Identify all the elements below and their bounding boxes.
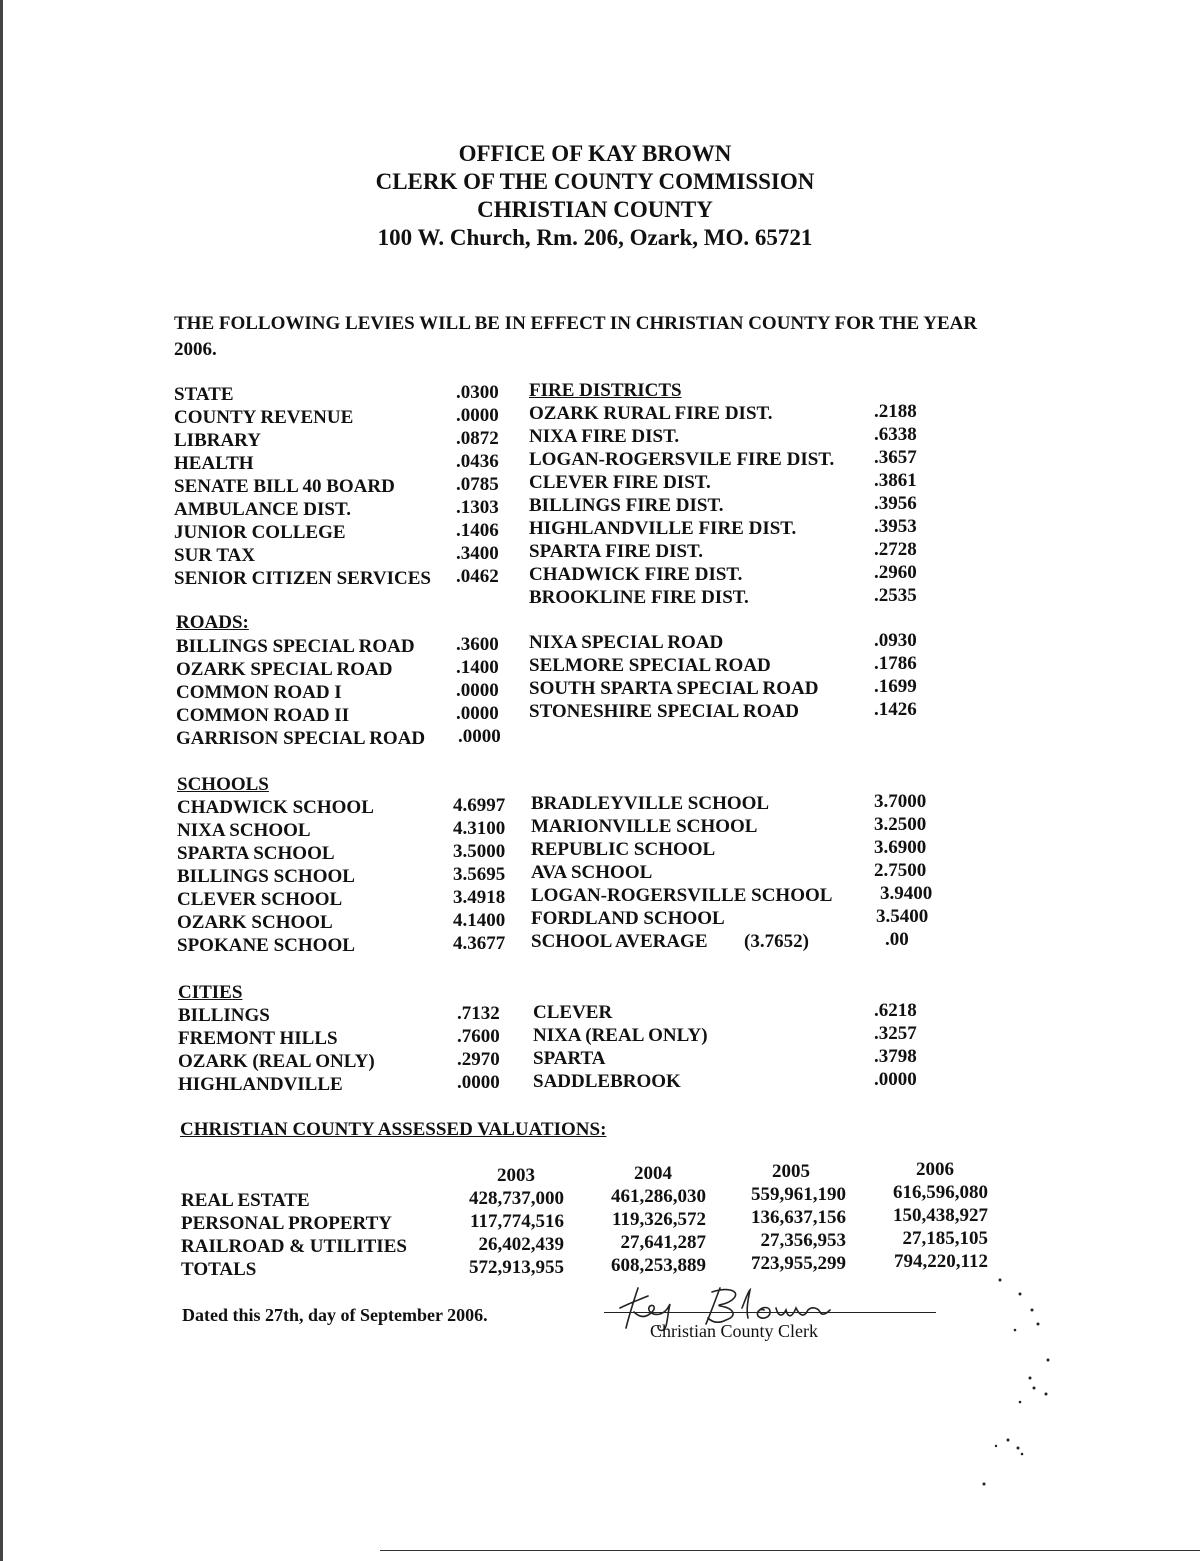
school-rate: 4.3677 <box>453 933 506 954</box>
city-rate: .7132 <box>457 1003 500 1024</box>
city-rate: .3798 <box>874 1046 917 1067</box>
city-rate: .7600 <box>457 1026 500 1047</box>
city-rate: .6218 <box>874 1000 917 1021</box>
fire-district-rate: .6338 <box>874 424 917 445</box>
letterhead-line-county: CHRISTIAN COUNTY <box>477 197 713 222</box>
levy-rate: .0000 <box>456 405 499 426</box>
city-name: BILLINGS <box>178 1005 270 1026</box>
levy-name: JUNIOR COLLEGE <box>174 522 346 543</box>
road-rate: .1786 <box>874 653 917 674</box>
letterhead <box>0 140 1200 252</box>
fire-district-name: CHADWICK FIRE DIST. <box>529 564 743 585</box>
city-name: HIGHLANDVILLE <box>178 1074 343 1095</box>
fire-districts-heading: FIRE DISTRICTS <box>529 380 682 401</box>
school-name: CHADWICK SCHOOL <box>177 797 374 818</box>
levy-rate: .0872 <box>456 428 499 449</box>
school-name: SPOKANE SCHOOL <box>177 935 355 956</box>
fire-district-name: CLEVER FIRE DIST. <box>529 472 711 493</box>
road-rate: .0000 <box>456 703 499 724</box>
fire-district-rate: .3861 <box>874 470 917 491</box>
road-rate: .0000 <box>456 680 499 701</box>
valuation-cell: 26,402,439 <box>478 1234 564 1255</box>
levy-name: AMBULANCE DIST. <box>174 499 352 520</box>
city-name: FREMONT HILLS <box>178 1028 338 1049</box>
valuation-cell: 428,737,000 <box>469 1188 564 1209</box>
cities-heading: CITIES <box>178 982 243 1003</box>
road-name: OZARK SPECIAL ROAD <box>176 659 393 680</box>
school-average-label: SCHOOL AVERAGE <box>531 931 708 952</box>
schools-heading: SCHOOLS <box>177 774 269 795</box>
school-name: NIXA SCHOOL <box>177 820 311 841</box>
road-rate: .1699 <box>874 676 917 697</box>
school-rate: 4.1400 <box>453 910 506 931</box>
fire-district-name: BILLINGS FIRE DIST. <box>529 495 724 516</box>
city-name: CLEVER <box>533 1002 613 1023</box>
valuation-cell: 616,596,080 <box>893 1182 988 1203</box>
road-name: SELMORE SPECIAL ROAD <box>529 655 771 676</box>
dated-line: Dated this 27th, day of September 2006. <box>182 1305 488 1325</box>
school-rate: 3.7000 <box>874 791 927 812</box>
letterhead-line-address: 100 W. Church, Rm. 206, Ozark, MO. 65721 <box>377 225 813 250</box>
city-rate: .0000 <box>874 1069 917 1090</box>
fire-district-rate: .2728 <box>874 539 917 560</box>
levy-rate: .1406 <box>456 520 499 541</box>
bottom-rule <box>380 1550 1200 1551</box>
school-name: OZARK SCHOOL <box>177 912 333 933</box>
school-rate: 3.5695 <box>453 864 506 885</box>
signature-caption: Christian County Clerk <box>650 1321 818 1341</box>
road-name: BILLINGS SPECIAL ROAD <box>176 636 415 657</box>
road-rate: .0930 <box>874 630 917 651</box>
road-name: STONESHIRE SPECIAL ROAD <box>529 701 799 722</box>
school-rate: 3.2500 <box>874 814 927 835</box>
city-name: NIXA (REAL ONLY) <box>533 1025 708 1046</box>
levy-rate: .0300 <box>456 382 499 403</box>
valuation-year: 2006 <box>916 1159 954 1180</box>
valuation-cell: 27,641,287 <box>620 1232 706 1253</box>
fire-district-rate: .3956 <box>874 493 917 514</box>
city-rate: .2970 <box>457 1049 500 1070</box>
valuation-cell: 27,185,105 <box>902 1228 988 1249</box>
school-name: FORDLAND SCHOOL <box>531 908 725 929</box>
levy-name: HEALTH <box>174 453 254 474</box>
city-rate: .0000 <box>457 1072 500 1093</box>
city-name: SADDLEBROOK <box>533 1071 681 1092</box>
levy-rate: .3400 <box>456 543 499 564</box>
school-rate: 3.4918 <box>453 887 506 908</box>
school-name: CLEVER SCHOOL <box>177 889 343 910</box>
road-name: NIXA SPECIAL ROAD <box>529 632 724 653</box>
city-rate: .3257 <box>874 1023 917 1044</box>
letterhead-line-clerk: CLERK OF THE COUNTY COMMISSION <box>375 169 815 194</box>
road-rate: .1400 <box>456 657 499 678</box>
fire-district-name: SPARTA FIRE DIST. <box>529 541 704 562</box>
fire-district-rate: .3657 <box>874 447 917 468</box>
city-name: OZARK (REAL ONLY) <box>178 1051 375 1072</box>
school-rate: 3.9400 <box>880 883 933 904</box>
school-rate: 4.6997 <box>453 795 506 816</box>
valuations-heading: CHRISTIAN COUNTY ASSESSED VALUATIONS: <box>180 1119 607 1140</box>
valuation-row-label: PERSONAL PROPERTY <box>181 1213 392 1234</box>
intro-statement: THE FOLLOWING LEVIES WILL BE IN EFFECT IN CHRISTIAN COUNTY FOR THE YEAR 2006. <box>174 313 978 360</box>
school-name: BRADLEYVILLE SCHOOL <box>531 793 770 814</box>
road-rate: .0000 <box>458 726 501 747</box>
fire-district-name: LOGAN-ROGERSVILE FIRE DIST. <box>529 449 835 470</box>
fire-district-rate: .2960 <box>874 562 917 583</box>
scan-specks <box>960 1270 1080 1510</box>
valuation-cell: 117,774,516 <box>470 1211 564 1232</box>
road-name: SOUTH SPARTA SPECIAL ROAD <box>529 678 819 699</box>
valuation-year: 2004 <box>634 1163 672 1184</box>
valuation-row-label: REAL ESTATE <box>181 1190 310 1211</box>
levy-name: STATE <box>174 384 234 405</box>
valuation-row-label: RAILROAD & UTILITIES <box>181 1236 407 1257</box>
levy-rate: .0785 <box>456 474 499 495</box>
school-rate: 3.6900 <box>874 837 927 858</box>
fire-district-name: OZARK RURAL FIRE DIST. <box>529 403 773 424</box>
school-name: REPUBLIC SCHOOL <box>531 839 716 860</box>
valuation-cell: 723,955,299 <box>751 1253 846 1274</box>
levy-name: LIBRARY <box>174 430 261 451</box>
school-name: LOGAN-ROGERSVILLE SCHOOL <box>531 885 833 906</box>
roads-heading: ROADS: <box>176 612 249 633</box>
valuation-cell: 27,356,953 <box>760 1230 846 1251</box>
valuation-cell: 119,326,572 <box>612 1209 706 1230</box>
valuation-cell: 559,961,190 <box>751 1184 846 1205</box>
valuation-cell: 608,253,889 <box>611 1255 706 1276</box>
signature-line <box>604 1312 936 1313</box>
fire-district-name: HIGHLANDVILLE FIRE DIST. <box>529 518 797 539</box>
road-rate: .1426 <box>874 699 917 720</box>
levy-name: SENIOR CITIZEN SERVICES <box>174 568 431 589</box>
levy-rate: .1303 <box>456 497 499 518</box>
letterhead-line-office: OFFICE OF KAY BROWN <box>458 141 732 166</box>
school-average-value: (3.7652) <box>744 931 809 952</box>
school-rate: 3.5400 <box>876 906 929 927</box>
school-name: SPARTA SCHOOL <box>177 843 335 864</box>
valuation-row-label: TOTALS <box>181 1259 257 1280</box>
school-rate: .00 <box>885 929 909 950</box>
valuation-cell: 461,286,030 <box>611 1186 706 1207</box>
road-name: COMMON ROAD II <box>176 705 350 726</box>
school-rate: 4.3100 <box>453 818 506 839</box>
school-name: BILLINGS SCHOOL <box>177 866 355 887</box>
road-name: GARRISON SPECIAL ROAD <box>176 728 426 749</box>
valuation-year: 2005 <box>772 1161 810 1182</box>
levy-name: SUR TAX <box>174 545 256 566</box>
road-rate: .3600 <box>456 634 499 655</box>
fire-district-rate: .3953 <box>874 516 917 537</box>
city-name: SPARTA <box>533 1048 606 1069</box>
valuation-cell: 136,637,156 <box>751 1207 846 1228</box>
school-rate: 2.7500 <box>874 860 927 881</box>
fire-district-rate: .2535 <box>874 585 917 606</box>
fire-district-name: BROOKLINE FIRE DIST. <box>529 587 749 608</box>
levy-name: COUNTY REVENUE <box>174 407 354 428</box>
fire-district-rate: .2188 <box>874 401 917 422</box>
school-name: MARIONVILLE SCHOOL <box>531 816 758 837</box>
levy-name: SENATE BILL 40 BOARD <box>174 476 395 497</box>
road-name: COMMON ROAD I <box>176 682 342 703</box>
school-name: AVA SCHOOL <box>531 862 653 883</box>
levy-rate: .0436 <box>456 451 499 472</box>
school-rate: 3.5000 <box>453 841 506 862</box>
valuation-year: 2003 <box>497 1165 535 1186</box>
valuation-cell: 794,220,112 <box>894 1251 988 1272</box>
valuation-cell: 572,913,955 <box>469 1257 564 1278</box>
fire-district-name: NIXA FIRE DIST. <box>529 426 680 447</box>
valuation-cell: 150,438,927 <box>893 1205 988 1226</box>
levy-rate: .0462 <box>456 566 499 587</box>
